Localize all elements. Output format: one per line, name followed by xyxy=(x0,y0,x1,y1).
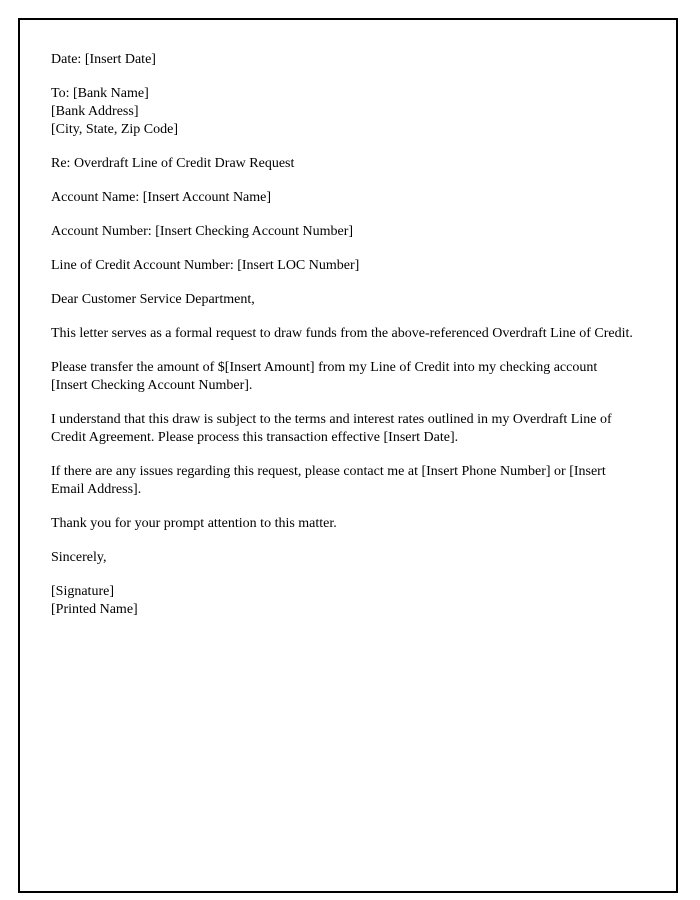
signature-line: [Signature] xyxy=(51,584,114,599)
recipient-to-line: To: [Bank Name] xyxy=(51,86,149,101)
body-paragraph-1: This letter serves as a formal request to draw funds from the above-referenced Overdraft Line of Credit. xyxy=(51,326,633,341)
printed-name-line: [Printed Name] xyxy=(51,602,138,617)
body-paragraph-3: I understand that this draw is subject to the terms and interest rates outlined in my Overdraft Line of Credit Agreement. Please process this transaction effective [Insert Date]. xyxy=(51,412,612,445)
body-paragraph-2: Please transfer the amount of $[Insert Amount] from my Line of Credit into my checking account [Insert Checking Account Number]. xyxy=(51,360,598,393)
date-line: Date: [Insert Date] xyxy=(51,52,156,67)
recipient-city-line: [City, State, Zip Code] xyxy=(51,122,179,137)
account-name-line: Account Name: [Insert Account Name] xyxy=(51,190,272,205)
signature-block xyxy=(51,583,636,619)
loc-number-line: Line of Credit Account Number: [Insert LOC Number] xyxy=(51,258,360,273)
body-paragraph-5: Thank you for your prompt attention to this matter. xyxy=(51,516,337,531)
body-paragraph-4: If there are any issues regarding this request, please contact me at [Insert Phone Number] or [Insert Email Address]. xyxy=(51,464,606,497)
salutation-line: Dear Customer Service Department, xyxy=(51,292,255,307)
recipient-address-line: [Bank Address] xyxy=(51,104,139,119)
letter-page xyxy=(18,18,678,893)
closing-line: Sincerely, xyxy=(51,550,107,565)
subject-line: Re: Overdraft Line of Credit Draw Request xyxy=(51,156,295,171)
recipient-block xyxy=(51,85,636,139)
account-number-line: Account Number: [Insert Checking Account Number] xyxy=(51,224,354,239)
